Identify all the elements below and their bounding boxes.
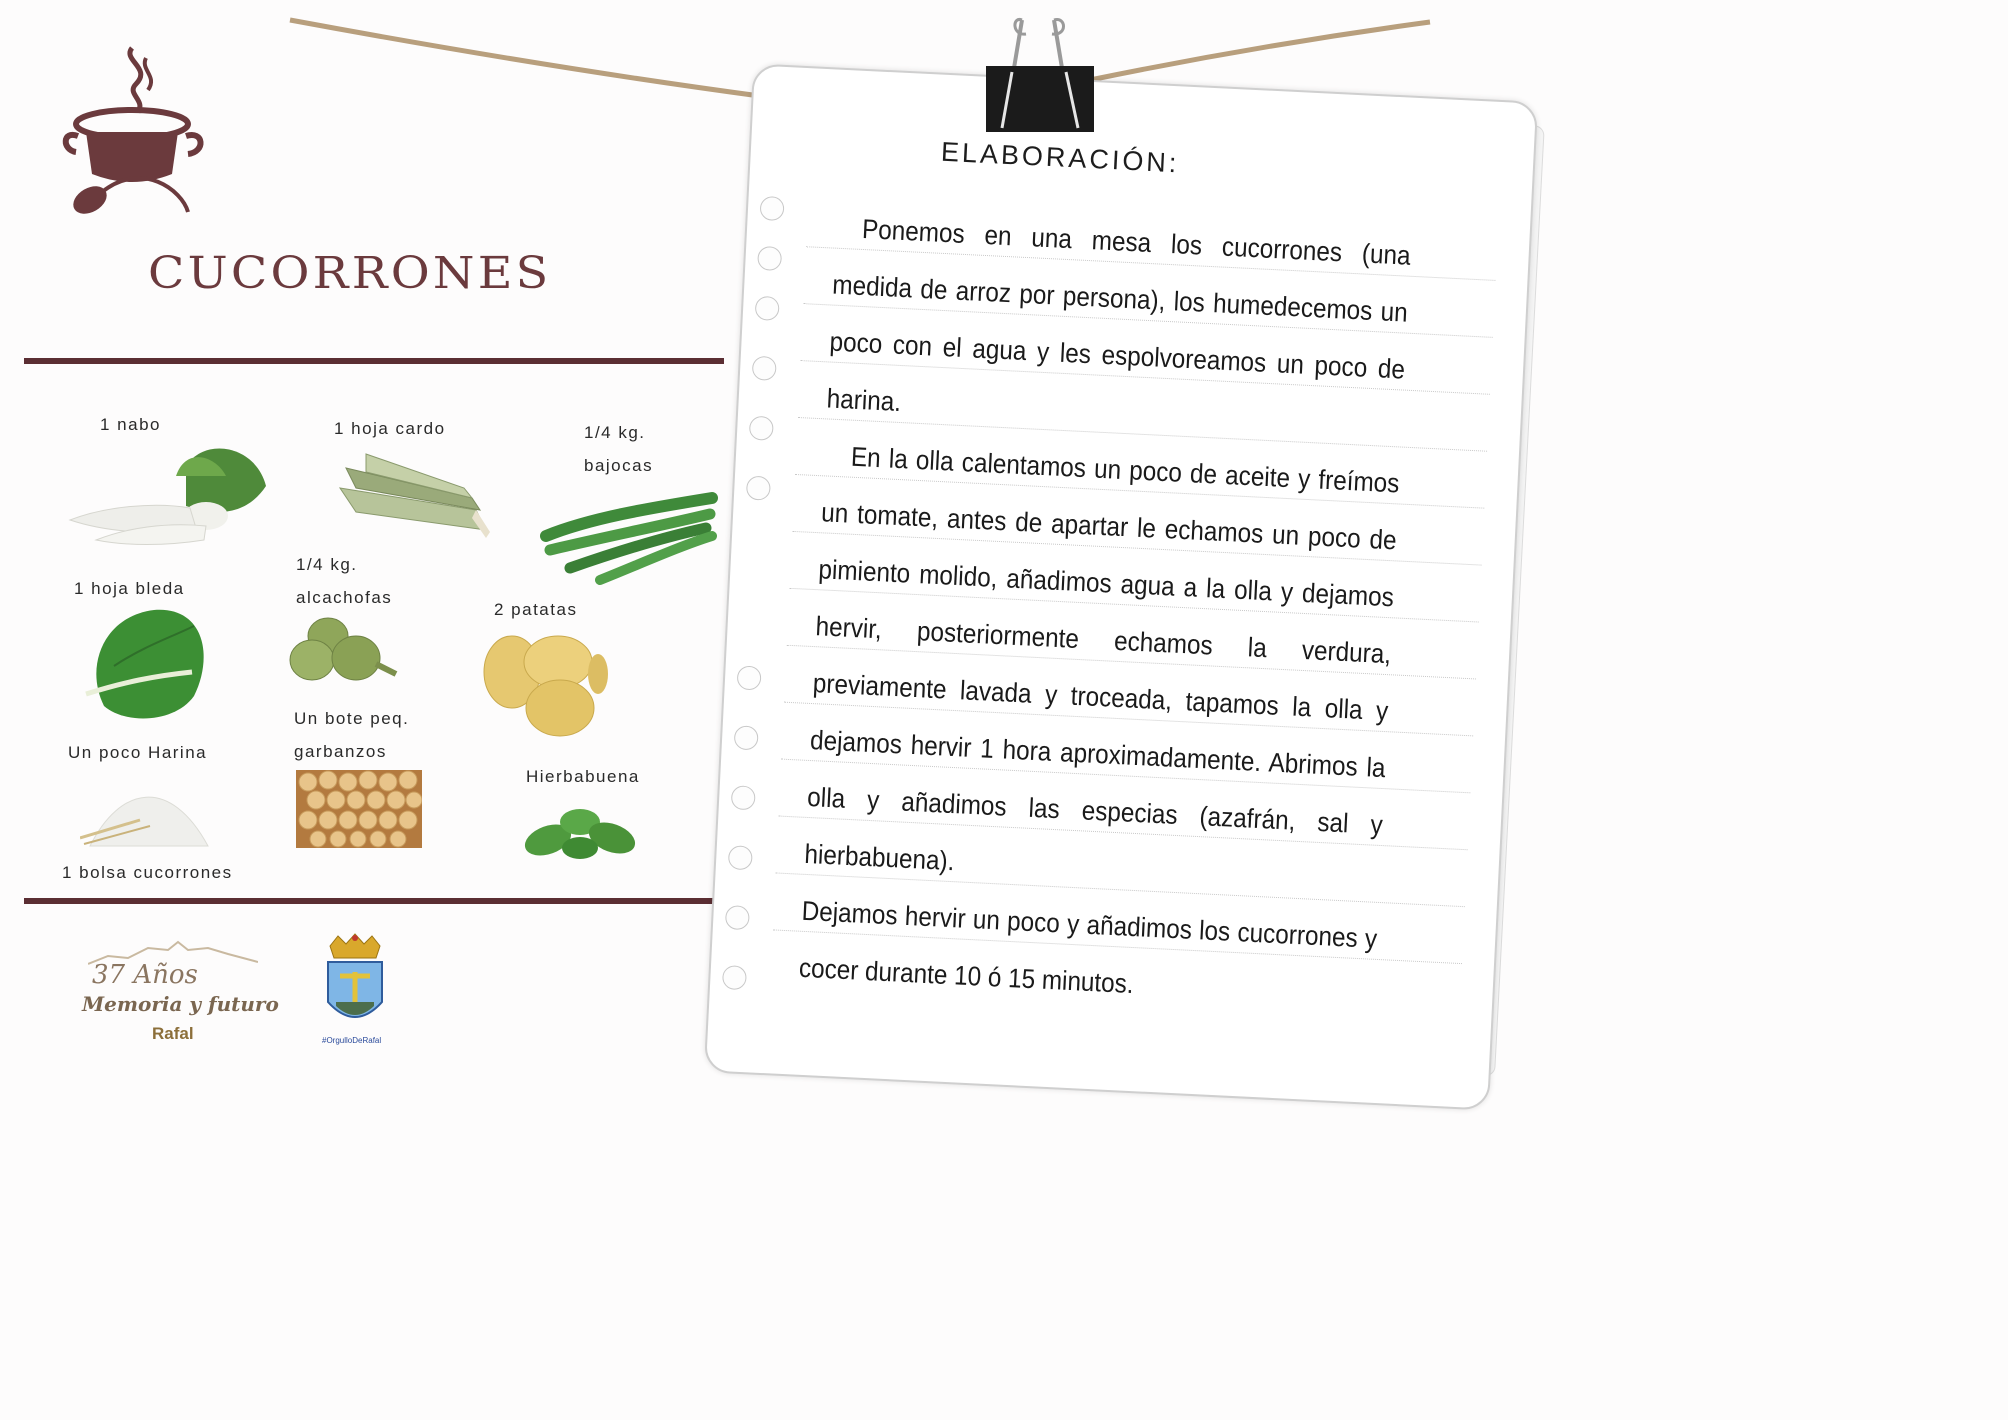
anniversary-logo: 37 Años Memoria y futuro Rafal [78, 938, 268, 1050]
artichokes-image [286, 614, 402, 686]
potatoes-image [482, 632, 610, 740]
flour-image [80, 776, 212, 850]
ingredient-label-bleda: 1 hoja bleda [74, 579, 185, 598]
social-hashtag: #OrgulloDeRafal [322, 1036, 382, 1045]
binder-hole [728, 845, 753, 870]
binder-hole [757, 246, 782, 271]
binder-hole [752, 356, 777, 381]
binder-hole [755, 296, 780, 321]
instructions-text [798, 200, 1412, 1025]
ingredient-label-hierbabuena: Hierbabuena [526, 767, 640, 786]
cooking-pot-icon [62, 40, 212, 220]
elaboracion-heading: ELABORACIÓN: [940, 136, 1181, 179]
chickpeas-image [296, 770, 422, 848]
ingredient-label-cardo: 1 hoja cardo [334, 419, 446, 438]
instruction-paragraph: En la olla calentamos un poco de aceite y freímos un tomate, antes de apartar le echamos un poco de pimiento molido, añadimos agua a la olla y dejamos hervir, posteriormente echamos la verdura, previamente lavada y troceada, tapamos la olla y dejamos hervir 1 hora aproximadamente. Abrimos la olla y añadimos las especias (azafrán, sal y hierbabuena). [803, 441, 1401, 877]
binder-hole [725, 905, 750, 930]
mint-image [518, 796, 642, 862]
binder-clip-icon [982, 16, 1098, 136]
chard-image [84, 606, 214, 724]
instruction-paragraph: Dejamos hervir un poco y añadimos los cucorrones y cocer durante 10 ó 15 minutos. [798, 895, 1378, 1000]
binder-hole [749, 416, 774, 441]
ingredient-label-bajocas: 1/4 kg. bajocas [584, 423, 654, 475]
green-beans-image [540, 488, 720, 586]
coat-of-arms-icon [316, 932, 394, 1036]
ingredient-label-nabo: 1 nabo [100, 415, 161, 434]
ingredient-label-garbanzos: Un bote peq. garbanzos [294, 709, 410, 761]
binder-hole [737, 665, 762, 690]
binder-hole [746, 476, 771, 501]
ingredient-label-harina: Un poco Harina [68, 743, 208, 762]
elaboracion-card [704, 63, 1538, 1110]
ingredient-label-patatas: 2 patatas [494, 600, 578, 619]
cardoon-image [336, 448, 496, 540]
recipe-title: CUCORRONES [148, 248, 552, 299]
ingredient-label-alcachofas: 1/4 kg. alcachofas [296, 555, 393, 607]
ingredient-label-cucorrones: 1 bolsa cucorrones [62, 863, 233, 882]
binder-hole [722, 965, 747, 990]
binder-hole [734, 725, 759, 750]
bottom-divider [24, 898, 724, 904]
turnip-image [66, 436, 276, 552]
binder-hole [731, 785, 756, 810]
instruction-paragraph: Ponemos en una mesa los cucorrones (una medida de arroz por persona), los humedecemos un poco con el agua y les espolvoreamos un poco de harina. [826, 213, 1412, 418]
binder-hole [760, 196, 785, 221]
top-divider [24, 358, 724, 364]
